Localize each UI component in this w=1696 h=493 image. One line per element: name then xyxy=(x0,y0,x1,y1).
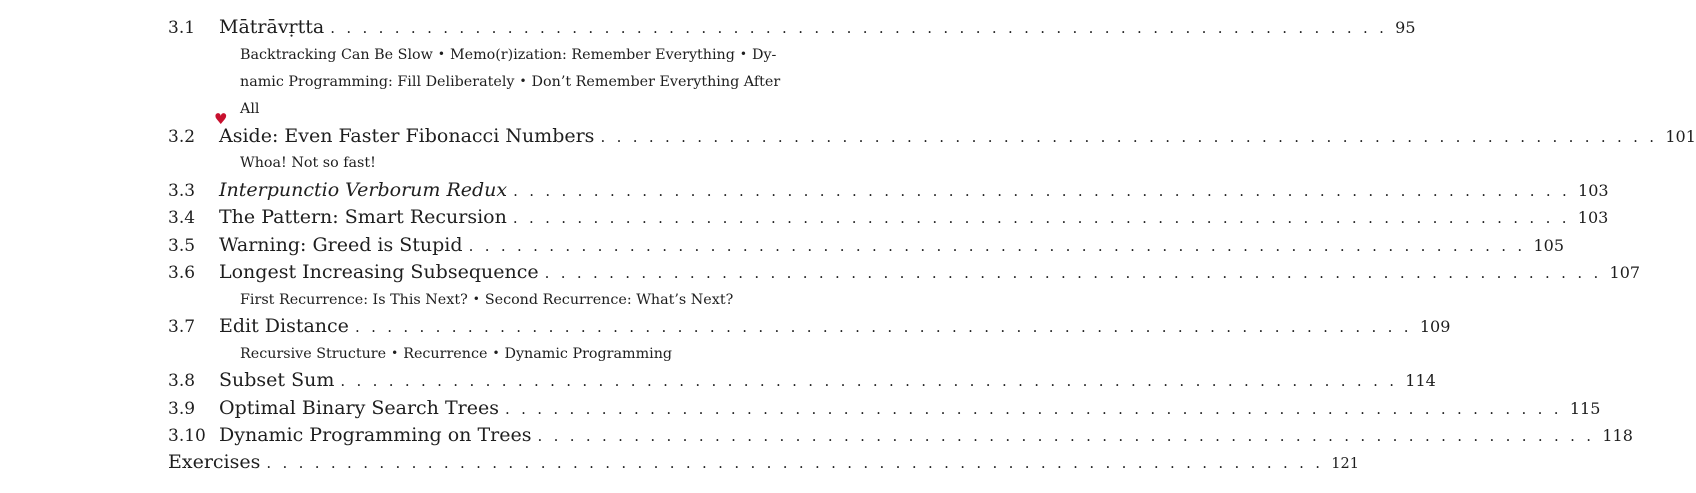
section-number: 3.3 xyxy=(168,181,196,202)
toc-entry-3-4[interactable] xyxy=(168,204,1609,231)
dot-leader: . . . . . . . . . . . . . . . . . . . . . . . . . . . . . . . . . . . . . . . . . . . . . . . . . . . . . . . . . . . . . . . . . . xyxy=(537,426,1595,445)
section-title-text: Interpunctio Verborum Redux xyxy=(219,179,508,202)
page-number: 105 xyxy=(1533,235,1565,255)
subsection-line xyxy=(240,68,800,95)
heart-icon: ♥ xyxy=(214,109,228,128)
page-number: 101 xyxy=(1665,126,1696,146)
dot-leader: . . . . . . . . . . . . . . . . . . . . . . . . . . . . . . . . . . . . . . . . . . . . . . . . . . . . . . . . . . . . . . . . . . xyxy=(354,318,1412,337)
subsection-item[interactable]: Memo(r)ization: Remember Everything xyxy=(449,47,735,64)
page-number: 115 xyxy=(1569,398,1601,418)
subsection-line xyxy=(240,150,800,177)
section-title xyxy=(219,395,499,422)
page-number: 107 xyxy=(1609,262,1641,282)
toc-entry-3-1[interactable] xyxy=(168,14,1416,41)
section-title-text: Dynamic Programming on Trees xyxy=(219,423,532,446)
subsection-list xyxy=(240,41,800,123)
subsection-item[interactable]: Second Recurrence: What’s Next? xyxy=(484,291,734,308)
subsection-item[interactable]: Whoa! Not so fast! xyxy=(240,154,376,171)
section-title-text: Edit Distance xyxy=(219,315,349,338)
bullet-separator: • xyxy=(492,346,500,361)
subsection-line xyxy=(240,340,800,367)
subsection-item[interactable]: All xyxy=(240,100,260,117)
section-title-text: Longest Increasing Subsequence xyxy=(219,260,539,283)
subsection-item[interactable]: Backtracking Can Be Slow xyxy=(240,47,433,64)
toc-entry-3-6[interactable] xyxy=(168,259,1641,286)
dot-leader: . . . . . . . . . . . . . . . . . . . . . . . . . . . . . . . . . . . . . . . . . . . . . . . . . . . . . . . . . . . . . . . . . . xyxy=(600,127,1658,146)
bullet-separator: • xyxy=(739,47,747,62)
bullet-separator: • xyxy=(437,47,445,62)
page-number: 103 xyxy=(1578,181,1609,201)
bullet-separator: • xyxy=(391,346,399,361)
dot-leader: . . . . . . . . . . . . . . . . . . . . . . . . . . . . . . . . . . . . . . . . . . . . . . . . . . . . . . . . . . . . . . . . . . xyxy=(544,263,1602,282)
subsection-item[interactable]: Dy- xyxy=(752,47,777,64)
section-title xyxy=(219,367,334,394)
subsection-item[interactable]: Dynamic Programming xyxy=(504,346,673,363)
subsection-list xyxy=(240,340,800,367)
toc-entry-3-7[interactable] xyxy=(168,313,1451,340)
section-number: 3.5 xyxy=(168,235,196,256)
subsection-item[interactable]: Recurrence xyxy=(403,346,488,363)
subsection-line xyxy=(240,96,800,123)
section-title-text: Warning: Greed is Stupid xyxy=(219,233,463,256)
section-title xyxy=(219,232,463,259)
toc-entry-3-2[interactable] xyxy=(168,109,1696,150)
toc-entry-3-9[interactable] xyxy=(168,395,1601,422)
section-title-text: Optimal Binary Search Trees xyxy=(219,396,499,419)
page-number: 109 xyxy=(1419,317,1451,337)
section-title xyxy=(219,177,507,204)
page-number: 118 xyxy=(1602,425,1633,445)
section-title xyxy=(219,204,507,231)
table-of-contents xyxy=(168,14,1696,476)
subsection-line xyxy=(240,286,800,313)
section-number: 3.4 xyxy=(168,208,196,229)
section-number: 3.8 xyxy=(168,371,196,392)
bullet-separator: • xyxy=(519,74,527,89)
subsection-item[interactable]: Recursive Structure xyxy=(240,346,387,363)
section-number: 3.6 xyxy=(168,262,196,283)
page-number: 114 xyxy=(1405,371,1436,391)
dot-leader: . . . . . . . . . . . . . . . . . . . . . . . . . . . . . . . . . . . . . . . . . . . . . . . . . . . . . . . . . . . . . . . . . . xyxy=(513,182,1571,201)
page-number: 121 xyxy=(1331,456,1359,472)
section-title xyxy=(219,422,531,449)
toc-entry-3-10[interactable] xyxy=(168,422,1633,449)
toc-entry-3-5[interactable] xyxy=(168,232,1565,259)
section-title xyxy=(219,313,349,340)
dot-leader: . . . . . . . . . . . . . . . . . . . . . . . . . . . . . . . . . . . . . . . . . . . . . . . . . . . . . . . . . . . . . . . . . . xyxy=(512,209,1570,228)
section-title-text: The Pattern: Smart Recursion xyxy=(219,206,507,229)
section-title-text: Aside: Even Faster Fibonacci Numbers xyxy=(219,124,595,147)
subsection-item[interactable]: Don’t Remember Everything After xyxy=(531,74,781,91)
subsection-list xyxy=(240,150,800,177)
subsection-list xyxy=(240,286,800,313)
section-title xyxy=(214,109,595,150)
subsection-item[interactable]: namic Programming: Fill Deliberately xyxy=(240,74,515,91)
bullet-separator: • xyxy=(472,291,480,306)
subsection-item[interactable]: First Recurrence: Is This Next? xyxy=(240,291,468,308)
toc-entry-3-3[interactable] xyxy=(168,177,1609,204)
dot-leader: . . . . . . . . . . . . . . . . . . . . . . . . . . . . . . . . . . . . . . . . . . . . . . . . . . . . . . . . . . . . . . . . . . xyxy=(266,454,1324,472)
exercises-title: Exercises xyxy=(168,451,261,473)
dot-leader: . . . . . . . . . . . . . . . . . . . . . . . . . . . . . . . . . . . . . . . . . . . . . . . . . . . . . . . . . . . . . . . . . . xyxy=(330,19,1388,37)
dot-leader: . . . . . . . . . . . . . . . . . . . . . . . . . . . . . . . . . . . . . . . . . . . . . . . . . . . . . . . . . . . . . . . . . . xyxy=(504,399,1562,418)
section-title-text: Mātrāvṛtta xyxy=(219,16,325,38)
section-number: 3.10 xyxy=(168,425,206,446)
dot-leader: . . . . . . . . . . . . . . . . . . . . . . . . . . . . . . . . . . . . . . . . . . . . . . . . . . . . . . . . . . . . . . . . . . xyxy=(340,372,1398,391)
page-number: 95 xyxy=(1395,18,1416,37)
section-number: 3.9 xyxy=(168,398,196,419)
section-number: 3.7 xyxy=(168,317,196,338)
section-title xyxy=(219,259,539,286)
toc-entry-3-8[interactable] xyxy=(168,367,1436,394)
section-title xyxy=(219,14,324,41)
section-number: 3.2 xyxy=(168,126,196,147)
page-number: 103 xyxy=(1577,208,1609,228)
section-number: 3.1 xyxy=(168,18,196,38)
subsection-line xyxy=(240,41,800,68)
toc-entry-exercises[interactable] xyxy=(168,449,1359,476)
dot-leader: . . . . . . . . . . . . . . . . . . . . . . . . . . . . . . . . . . . . . . . . . . . . . . . . . . . . . . . . . . . . . . . . . . xyxy=(468,236,1526,255)
section-title-text: Subset Sum xyxy=(219,369,335,392)
